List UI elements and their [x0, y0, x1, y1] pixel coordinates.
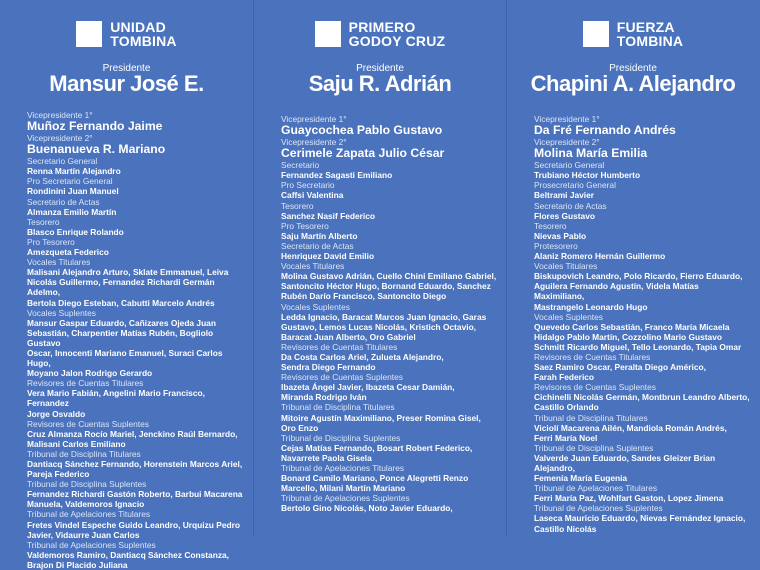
role-label: Secretario: [281, 160, 320, 171]
member-names: Quevedo Carlos Sebastián, Franco María Micaela: [534, 321, 730, 332]
vp1-name: Muñoz Fernando Jaime: [27, 119, 163, 134]
role-label: Secretario General: [534, 160, 605, 171]
member-names: Malisani Alejandro Arturo, Sklate Emmanuel, Leiva: [27, 267, 229, 278]
member-names: Da Costa Carlos Ariel, Zulueta Alejandro,: [281, 351, 444, 362]
member-names: Farah Federico: [534, 372, 595, 383]
member-names: Dantiacq Sánchez Fernando, Horenstein Marcos Ariel,: [27, 459, 243, 469]
party-name: [617, 20, 683, 48]
role-label: Tribunal de Disciplina Suplentes: [534, 442, 654, 453]
member-names: Flores Gustavo: [534, 210, 595, 221]
role-label: Tribunal de Apelaciones Titulares: [27, 509, 151, 520]
party-name-line: FUERZA: [616, 19, 675, 35]
role-label: Secretario de Actas: [27, 196, 100, 207]
member-names: Renna Martín Alejandro: [27, 166, 121, 177]
member-names: Baracat Juan Alberto, Oro Gabriel: [281, 331, 416, 342]
role-label: Revisores de Cuentas Suplentes: [281, 372, 403, 383]
member-names: Mitoire Agustín Maximiliano, Preser Romina Gisel,: [281, 412, 481, 423]
member-names: Sendra Diego Fernando: [281, 362, 376, 373]
vp2-name: Buenanueva R. Mariano: [27, 142, 166, 157]
party-logo: [507, 20, 759, 48]
member-names: Ferri María Noel: [534, 432, 598, 443]
president-name: Saju R. Adrián: [308, 71, 452, 96]
role-label: Revisores de Cuentas Titulares: [27, 378, 144, 389]
president-label: Presidente: [102, 63, 151, 74]
member-names: Javier, Vidaurre Juan Carlos: [27, 529, 140, 540]
member-names: Vera Mario Fabián, Angelini Mario Francisco, Fernandez: [27, 388, 205, 409]
role-label: Vocales Suplentes: [281, 301, 350, 312]
member-names: Rondinini Juan Manuel: [27, 186, 119, 197]
role-label: Tribunal de Apelaciones Titulares: [281, 463, 405, 473]
member-names: Almanza Emilio Martín: [27, 206, 117, 217]
role-label: Vocales Titulares: [281, 261, 345, 272]
member-names: Jorge Osvaldo: [27, 408, 86, 419]
vp1-name: Da Fré Fernando Andrés: [534, 123, 676, 138]
role-label: Pro Secretario General: [27, 176, 113, 187]
role-label: Secretario de Actas: [534, 200, 607, 211]
role-label: Tribunal de Disciplina Suplentes: [281, 432, 401, 443]
role-label: Tesorero: [534, 220, 567, 231]
role-label: Revisores de Cuentas Titulares: [534, 351, 651, 362]
role-label: Tribunal de Apelaciones Suplentes: [27, 539, 156, 550]
party-logo: [254, 20, 506, 48]
list-fuerza-tombina: [506, 0, 759, 537]
member-names: Caffsi Valentina: [281, 190, 344, 201]
member-names: Alaniz Romero Hernán Guillermo: [534, 251, 666, 262]
member-names: Marcello, Milani Martín Mariano: [281, 483, 406, 494]
role-label: Prosecretario General: [534, 180, 616, 191]
member-names: Blasco Enrique Rolando: [27, 226, 124, 237]
president-name: Chapini A. Alejandro: [530, 71, 736, 96]
logo-square-icon: [315, 21, 341, 47]
role-label: Vocales Suplentes: [27, 307, 96, 318]
member-names: Ferri María Paz, Wohlfart Gaston, Lopez Jimena: [534, 493, 724, 504]
party-name-line: TOMBINA: [110, 33, 177, 49]
member-names: Cejas Matías Fernando, Bosart Robert Federico,: [281, 442, 473, 453]
member-names: Ledda Ignacio, Baracat Marcos Juan Ignacio, Garas: [281, 311, 487, 322]
role-label: Pro Tesorero: [27, 236, 75, 247]
party-name: [349, 20, 446, 48]
role-label: Vocales Titulares: [534, 261, 598, 272]
party-name-line: UNIDAD: [110, 19, 166, 35]
vp1-label: Vicepresidente 1°: [534, 114, 600, 124]
vp1-label: Vicepresidente 1°: [281, 114, 347, 124]
role-label: Tribunal de Disciplina Titulares: [534, 412, 648, 423]
role-label: Tesorero: [281, 200, 314, 211]
member-names: Fernandez Sagasti Emiliano: [281, 170, 393, 181]
roster: [534, 114, 751, 534]
role-label: Tribunal de Disciplina Suplentes: [27, 479, 147, 490]
role-label: Tribunal de Disciplina Titulares: [27, 448, 141, 459]
vp2-name: Molina María Emilia: [534, 146, 648, 161]
member-names: Manuela, Valdemoros Ignacio: [27, 499, 145, 510]
member-names: Biskupovich Leandro, Polo Ricardo, Fierro Eduardo,: [534, 271, 743, 282]
member-names: Sebastián, Charpentier Matías Rubén, Bogliolo Gustavo: [27, 327, 214, 348]
member-names: Bertolo Gino Nicolás, Noto Javier Eduardo,: [281, 503, 453, 514]
member-names: Sanchez Nasif Federico: [281, 210, 376, 221]
member-names: Castillo Nicolás: [534, 523, 597, 534]
role-label: Secretario General: [27, 156, 98, 167]
vp1-name: Guaycochea Pablo Gustavo: [281, 123, 443, 138]
member-names: Rubén Darío Francisco, Santoncito Diego: [281, 291, 447, 302]
member-names: Hidalgo Pablo Martín, Cozzolino Mario Gustavo: [534, 331, 722, 342]
member-names: Miranda Rodrigo Iván: [281, 392, 367, 403]
role-label: Pro Secretario: [281, 180, 335, 191]
member-names: Valdemoros Ramiro, Dantiacq Sánchez Constanza,: [27, 549, 229, 560]
logo-square-icon: [583, 21, 609, 47]
vp2-name: Cerimele Zapata Julio César: [281, 146, 445, 161]
role-label: Tesorero: [27, 216, 60, 227]
member-names: Cruz Almanza Rocío Mariel, Jenckino Raúl Bernardo,: [27, 428, 238, 439]
member-names: Viciolí Macarena Ailén, Mandiola Román Andrés,: [534, 422, 727, 433]
member-names: Santoncito Héctor Hugo, Bornand Eduardo, Sanchez: [281, 281, 491, 292]
party-name: [110, 20, 176, 48]
roster: [27, 110, 245, 570]
vp1-label: Vicepresidente 1°: [27, 110, 93, 120]
member-names: Molina Gustavo Adrián, Cuello Chini Emiliano Gabriel,: [281, 271, 497, 282]
president-label: Presidente: [609, 63, 657, 74]
party-name-line: PRIMERO: [348, 19, 416, 35]
role-label: Tribunal de Disciplina Titulares: [281, 402, 395, 413]
role-label: Revisores de Cuentas Titulares: [281, 341, 398, 352]
member-names: Aguilera Fernando Agustín, Videla Matías Maximiliano,: [534, 281, 699, 302]
list-primero-godoy-cruz: [253, 0, 506, 537]
list-unidad-tombina: [0, 0, 253, 570]
member-names: Navarrete Paola Gisela: [281, 452, 372, 463]
member-names: Schmitt Ricardo Miguel, Tello Leonardo, Tapia Omar: [534, 341, 742, 352]
party-name-line: TOMBINA: [616, 33, 684, 49]
role-label: Tribunal de Apelaciones Suplentes: [534, 503, 663, 514]
member-names: Oro Enzo: [281, 422, 319, 433]
member-names: Laseca Mauricio Eduardo, Nievas Fernández Ignacio,: [534, 513, 746, 524]
member-names: Oscar, Innocenti Mariano Emanuel, Suraci Carlos Hugo,: [27, 347, 223, 369]
roster: [281, 114, 498, 513]
member-names: Bonard Camilo Mariano, Ponce Alegretti Renzo: [281, 473, 469, 484]
member-names: Nievas Pablo: [534, 230, 587, 241]
role-label: Secretario de Actas: [281, 240, 354, 251]
role-label: Protesorero: [534, 240, 578, 251]
member-names: Saez Ramiro Oscar, Peralta Diego Américo,: [534, 362, 706, 373]
role-label: Tribunal de Apelaciones Titulares: [534, 483, 658, 494]
role-label: Tribunal de Apelaciones Suplentes: [281, 493, 410, 504]
role-label: Vocales Suplentes: [534, 311, 603, 322]
member-names: Bertola Diego Esteban, Cabutti Marcelo Andrés: [27, 297, 215, 308]
member-names: Malisani Carlos Emiliano: [27, 438, 126, 449]
member-names: Pareja Federico: [27, 469, 90, 480]
party-logo: [0, 20, 253, 48]
member-names: Amezqueta Federico: [27, 247, 109, 258]
party-name-line: GODOY CRUZ: [348, 33, 446, 49]
member-names: Fernandez Richardi Gastón Roberto, Barbui Macarena: [27, 489, 243, 500]
member-names: Beltrami Javier: [534, 190, 595, 201]
role-label: Revisores de Cuentas Suplentes: [534, 382, 656, 393]
member-names: Moyano Jalon Rodrigo Gerardo: [27, 368, 153, 379]
member-names: Mastrangelo Leonardo Hugo: [534, 301, 648, 312]
role-label: Pro Tesorero: [281, 220, 329, 231]
role-label: Revisores de Cuentas Suplentes: [27, 418, 149, 429]
vp2-label: Vicepresidente 2°: [27, 133, 93, 144]
member-names: Nicolás Guillermo, Fernandez Richardi Germán Adelmo,: [27, 277, 215, 298]
member-names: Saju Martín Alberto: [281, 230, 358, 241]
member-names: Trubiano Héctor Humberto: [534, 170, 641, 181]
member-names: Femenía María Eugenia: [534, 473, 628, 484]
member-names: Cichinelli Nicolás Germán, Montbrun Leandro Alberto,: [534, 392, 750, 403]
member-names: Henriquez David Emilio: [281, 251, 375, 262]
role-label: Vocales Titulares: [27, 257, 91, 268]
president-label: Presidente: [356, 63, 404, 74]
member-names: Gustavo, Lemos Lucas Nicolás, Kristich Octavio,: [281, 321, 477, 332]
president-name: Mansur José E.: [49, 71, 204, 96]
logo-square-icon: [76, 21, 102, 47]
member-names: Brajon Di Placido Juliana: [27, 559, 128, 570]
member-names: Valverde Juan Eduardo, Sandes Gleizer Brian Alejandro,: [534, 452, 716, 473]
vp2-label: Vicepresidente 2°: [534, 137, 600, 148]
member-names: Fretes Vindel Espeche Guido Leandro, Urquizu Pedro: [27, 519, 240, 530]
member-names: Ibazeta Ángel Javier, Ibazeta Cesar Damián,: [281, 382, 455, 393]
vp2-label: Vicepresidente 2°: [281, 137, 347, 148]
member-names: Castillo Orlando: [534, 402, 599, 413]
member-names: Mansur Gaspar Eduardo, Cañizares Ojeda Juan: [27, 317, 216, 328]
